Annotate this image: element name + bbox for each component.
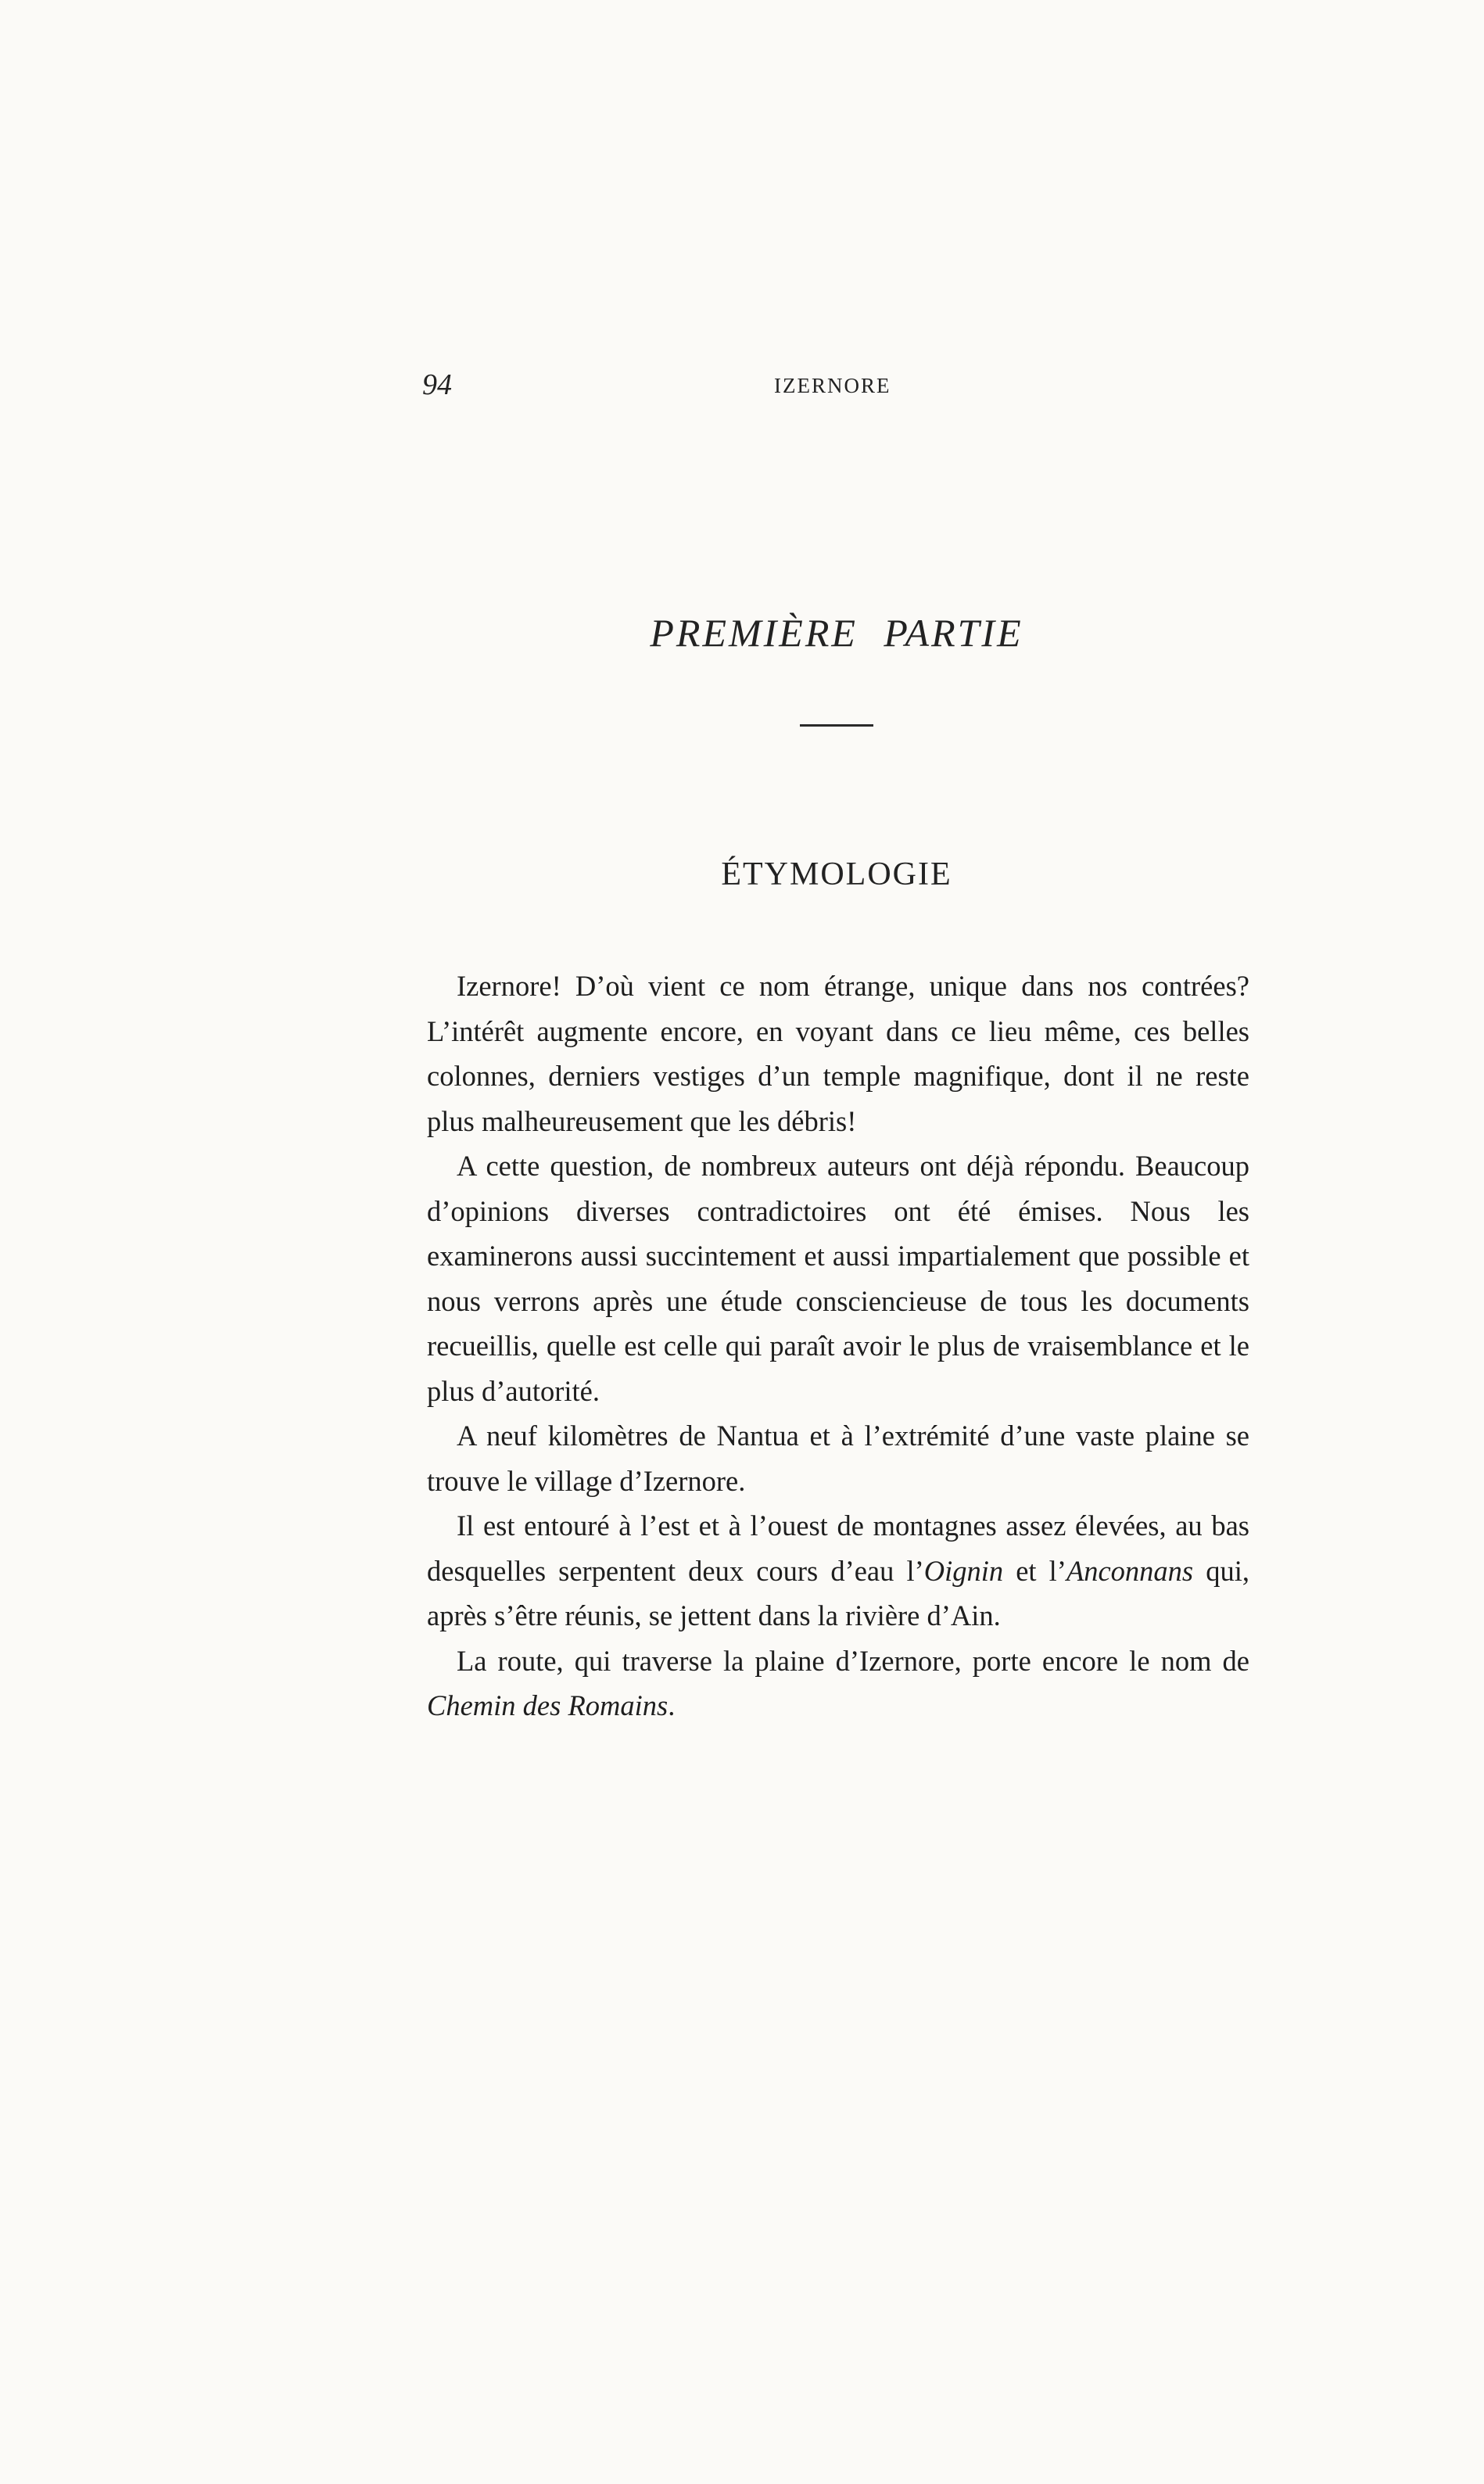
section-title: ÉTYMOLOGIE — [721, 856, 952, 892]
paragraph-1: Izernore! D’où vient ce nom étrange, unique dans nos contrées? L’intérêt augmente encore, en voyant dans ce lieu même, ces belles colonnes, derniers vestiges d’un temple magnifique, dont il ne reste plus malheureusement que les débris! — [427, 970, 1249, 1137]
page-number: 94 — [422, 368, 452, 401]
paragraph-4 — [427, 1503, 1249, 1639]
running-head — [422, 368, 1251, 415]
running-title: IZERNORE — [774, 374, 891, 397]
paragraph-4-text-3: qui, après s’être réunis, se jettent dans la rivière d’Ain. — [427, 1554, 1249, 1631]
road-name: Chemin des Romains — [427, 1689, 669, 1721]
paragraph-3: A neuf kilomètres de Nantua et à l’extrémité d’une vaste plaine se trouve le village d’Izernore. — [427, 1420, 1249, 1497]
paragraph-5-text-1: La route, qui traverse la plaine d’Izernore, porte encore le nom de — [457, 1644, 1249, 1677]
paragraph-4-text-2: et l’ — [1003, 1554, 1066, 1587]
paragraph-5 — [427, 1639, 1249, 1728]
body-text — [427, 964, 1249, 1728]
paragraph-5-text-2: . — [668, 1689, 676, 1721]
river-name-oignin: Oignin — [923, 1554, 1004, 1587]
paragraph-4-text-1: Il est entouré à l’est et à l’ouest de montagnes assez élevées, au bas desquelles serpentent deux cours d’eau l’ — [427, 1509, 1249, 1587]
title-divider — [800, 724, 873, 727]
part-title: PREMIÈRE PARTIE — [650, 611, 1023, 655]
river-name-anconnans: Anconnans — [1066, 1554, 1194, 1587]
paragraph-2: A cette question, de nombreux auteurs ont déjà répondu. Beaucoup d’opinions diverses contradictoires ont été émises. Nous les examinerons aussi succintement et aussi impartialement que possible et nous verrons après une étude consciencieuse de tous les documents recueillis, quelle est celle qui paraît avoir le plus de vraisemblance et le plus d’autorité. — [427, 1150, 1249, 1407]
